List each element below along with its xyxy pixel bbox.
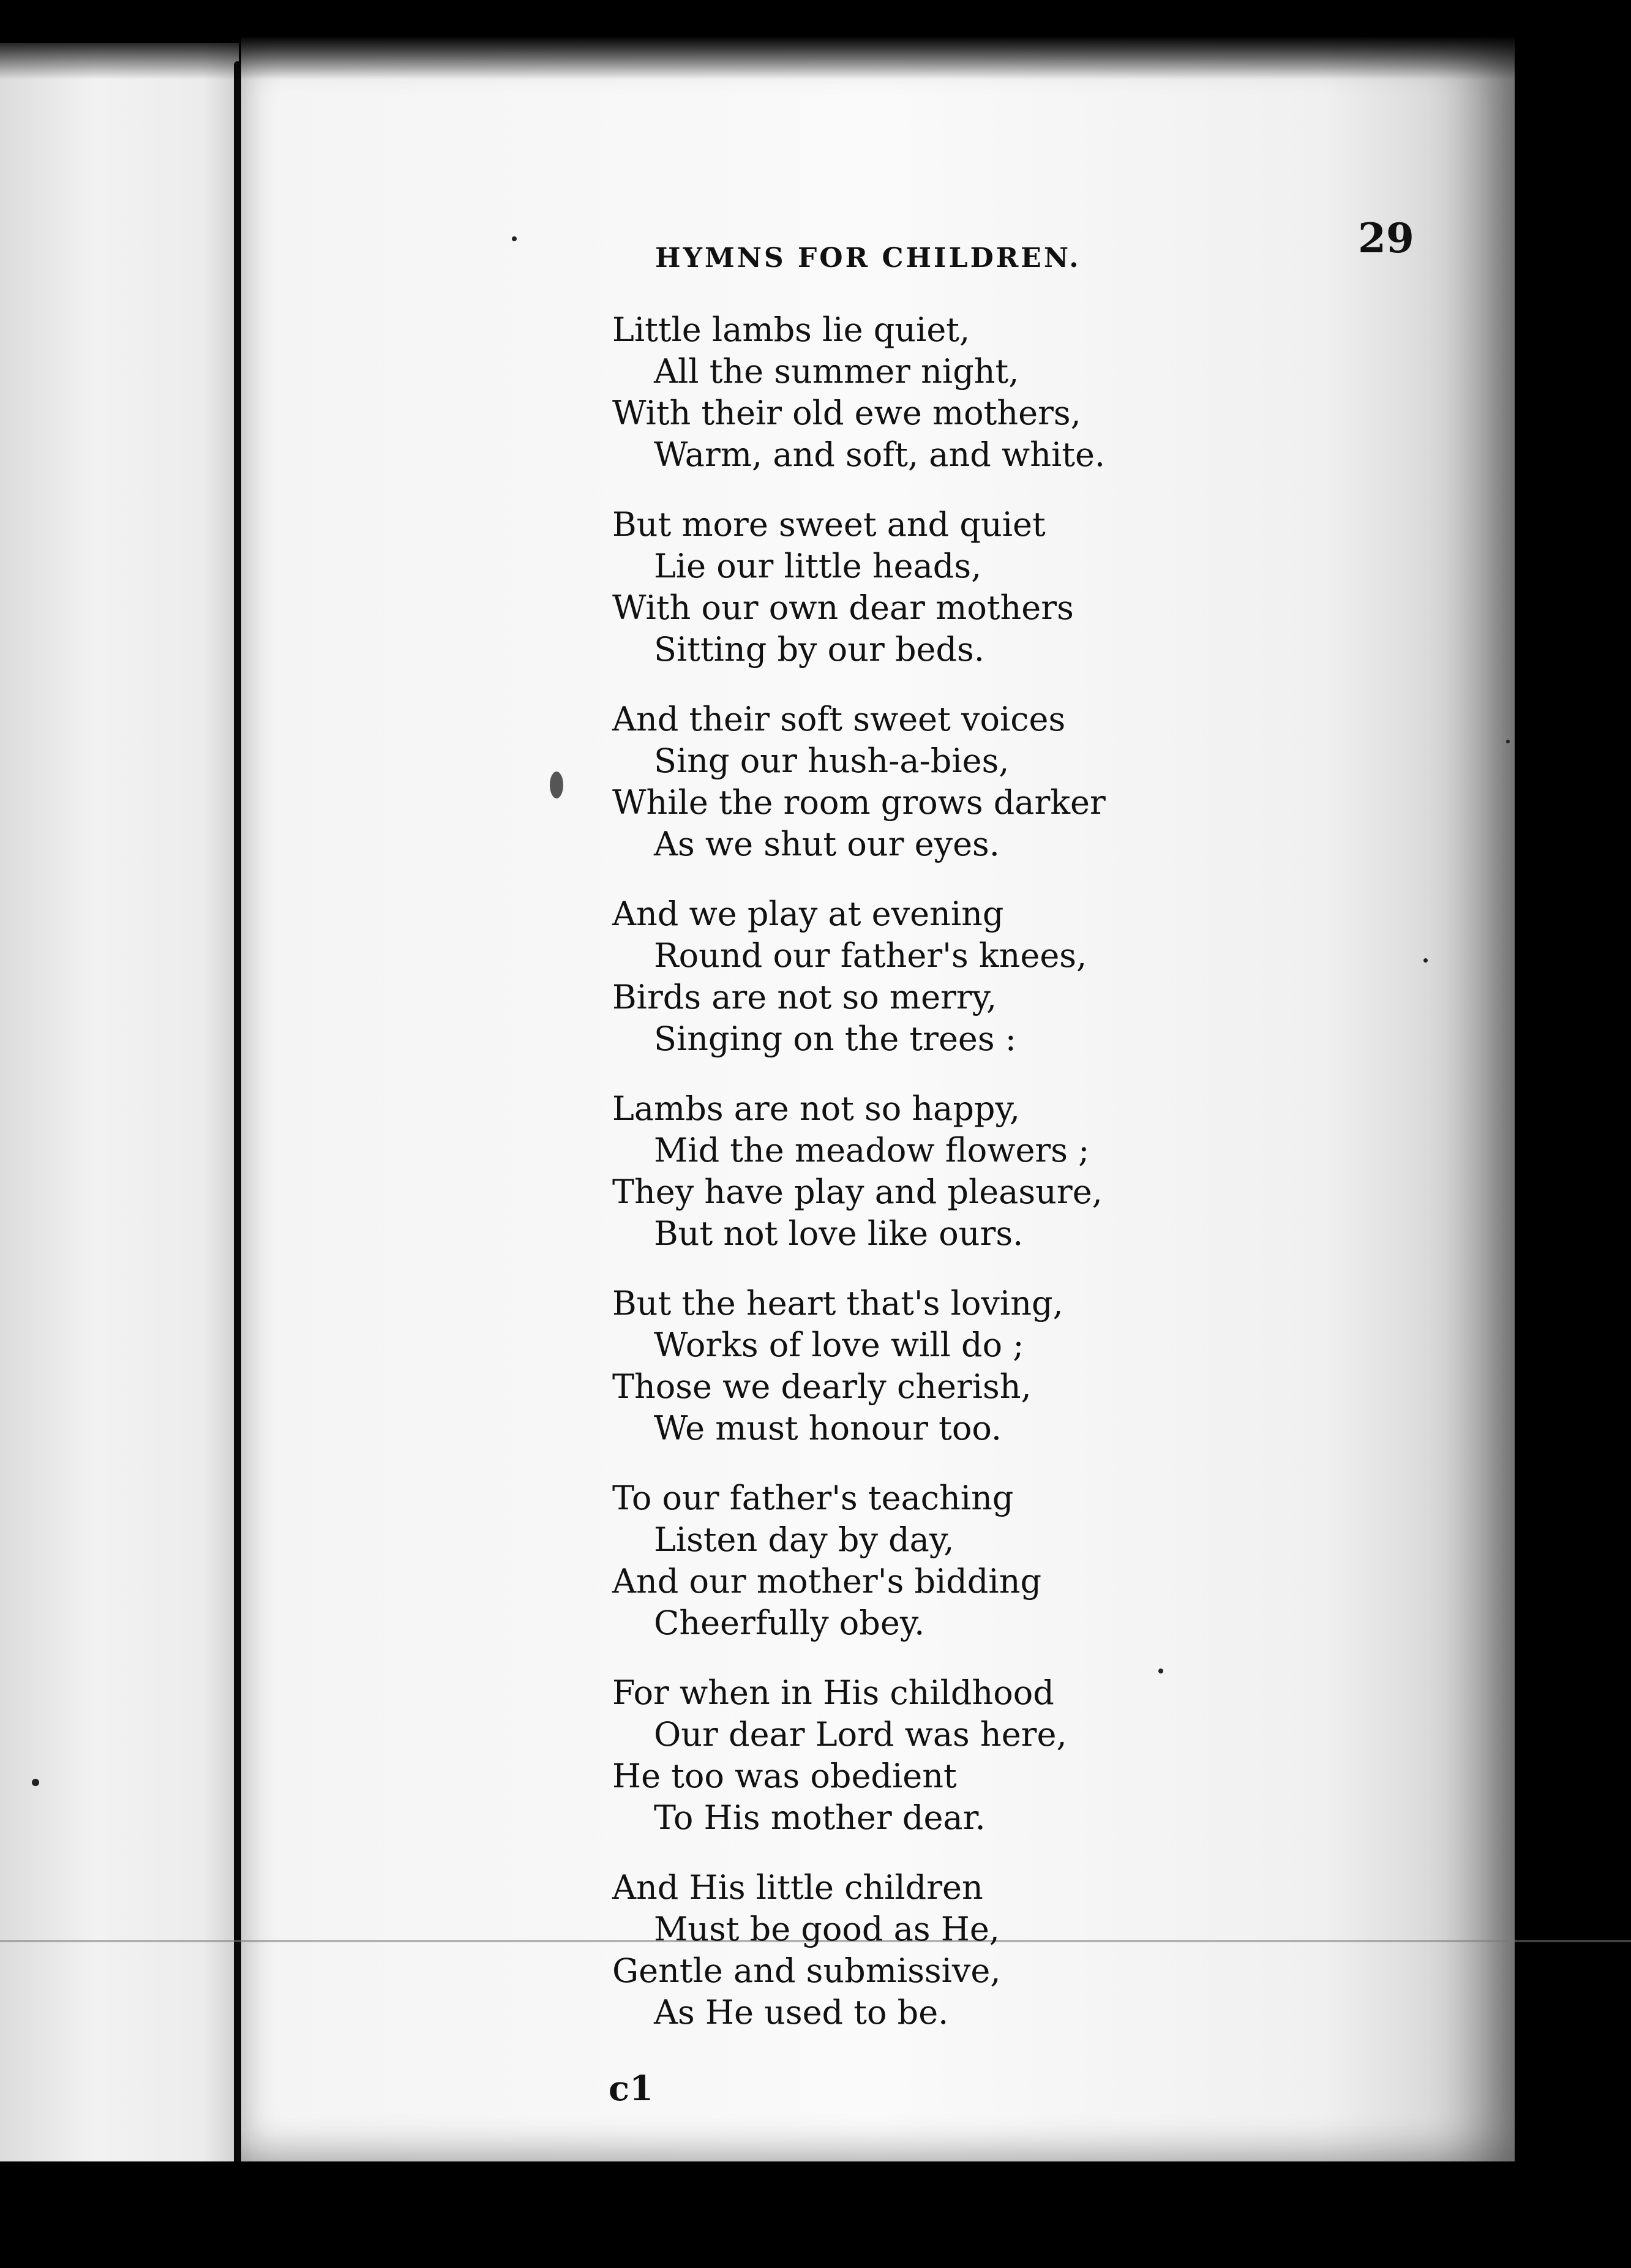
poem-line: As He used to be. — [654, 1993, 949, 2032]
poem-stanza — [612, 504, 1224, 670]
ink-smudge — [550, 772, 563, 798]
poem-line: Our dear Lord was here, — [654, 1715, 1067, 1754]
running-header: HYMNS FOR CHILDREN. — [655, 242, 1081, 274]
poem-stanza — [612, 1672, 1224, 1839]
poem-stanza — [612, 1088, 1224, 1255]
page-gutter — [234, 61, 241, 2180]
poem-line: They have play and pleasure, — [612, 1173, 1103, 1211]
poem-line: All the summer night, — [654, 352, 1019, 391]
poem-stanza — [612, 1867, 1224, 2033]
poem-line: Must be good as He, — [654, 1910, 1000, 1948]
poem-line: To His mother dear. — [654, 1798, 986, 1837]
page-number: 29 — [1358, 214, 1414, 262]
ink-speck — [512, 236, 517, 241]
poem-line: Listen day by day, — [654, 1520, 954, 1559]
poem-line: To our father's teaching — [612, 1479, 1014, 1517]
printer-signature-mark: c1 — [609, 2068, 654, 2109]
poem-line: Works of love will do ; — [654, 1326, 1024, 1364]
poem-line: Singing on the trees : — [654, 1019, 1016, 1058]
poem-stanza — [612, 1283, 1224, 1449]
poem-line: But more sweet and quiet — [612, 505, 1046, 544]
poem-line: Gentle and submissive, — [612, 1951, 1001, 1990]
poem-line: He too was obedient — [612, 1757, 957, 1795]
poem-line: We must honour too. — [654, 1409, 1002, 1448]
ink-speck — [1506, 740, 1510, 743]
poem-stanza — [612, 1478, 1224, 1644]
poem-stanza — [612, 699, 1224, 865]
left-page-edge — [0, 43, 239, 2186]
poem-line: Sing our hush-a-bies, — [654, 742, 1010, 780]
poem-line: With their old ewe mothers, — [612, 394, 1081, 432]
poem-line: With our own dear mothers — [612, 588, 1074, 627]
poem-line: Cheerfully obey. — [654, 1604, 925, 1642]
poem-line: Birds are not so merry, — [612, 978, 997, 1016]
top-scan-edge — [0, 0, 1631, 80]
poem-line: Round our father's knees, — [654, 936, 1087, 975]
poem-line: For when in His childhood — [612, 1673, 1054, 1712]
poem-line: Sitting by our beds. — [654, 630, 984, 669]
poem-line: Little lambs lie quiet, — [612, 310, 970, 349]
ink-speck — [1423, 958, 1428, 963]
bottom-scan-edge — [0, 2161, 1631, 2268]
poem-line: And His little children — [612, 1868, 983, 1907]
poem-line: And we play at evening — [612, 895, 1004, 933]
poem-line: While the room grows darker — [612, 783, 1106, 822]
poem-line: Those we dearly cherish, — [612, 1367, 1032, 1406]
poem-body — [612, 309, 1224, 2062]
poem-line: Warm, and soft, and white. — [654, 435, 1106, 474]
ink-speck — [32, 1779, 39, 1786]
poem-line: But not love like ours. — [654, 1214, 1024, 1253]
poem-line: And our mother's bidding — [612, 1562, 1042, 1601]
poem-stanza — [612, 309, 1224, 476]
poem-line: Mid the meadow flowers ; — [654, 1131, 1090, 1170]
poem-line: As we shut our eyes. — [654, 825, 1000, 863]
poem-line: And their soft sweet voices — [612, 700, 1066, 738]
poem-line: Lambs are not so happy, — [612, 1089, 1020, 1128]
poem-line: Lie our little heads, — [654, 547, 982, 585]
poem-line: But the heart that's loving, — [612, 1284, 1063, 1323]
poem-stanza — [612, 893, 1224, 1060]
